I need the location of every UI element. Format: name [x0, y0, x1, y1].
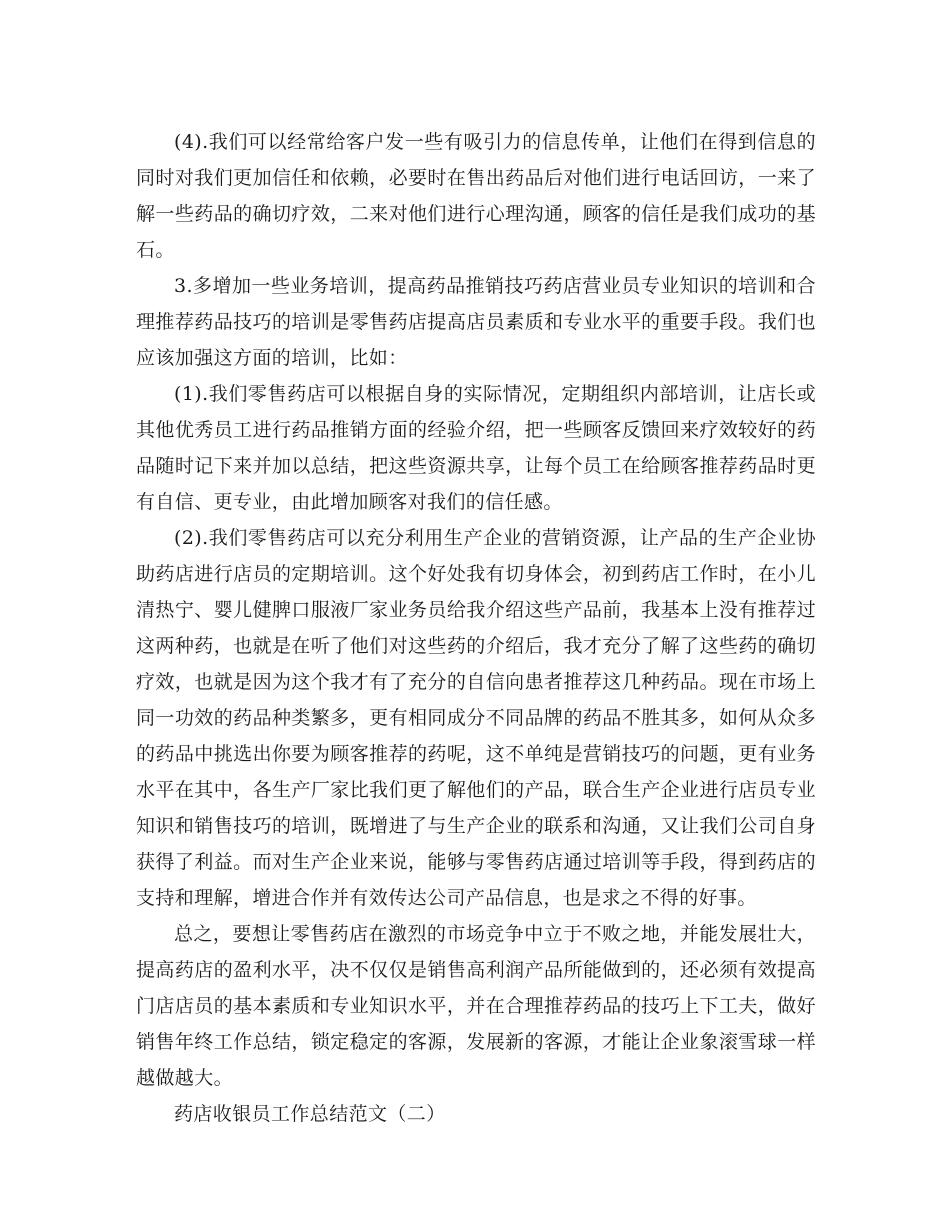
paragraph-manufacturer-training: (2).我们零售药店可以充分利用生产企业的营销资源，让产品的生产企业协助药店进行店员的定期培训。这个好处我有切身体会，初到药店工作时，在小儿清热宁、婴儿健脾口服液厂家业务员给我介绍这些产品前，我基本上没有推荐过这两种药，也就是在听了他们对这些药的介绍后，我才充分了解了这些药的确切疗效，也就是因为这个我才有了充分的自信向患者推荐这几种药品。现在市场上同一功效的药品种类繁多，更有相同成分不同品牌的药品不胜其多，如何从众多的药品中挑选出你要为顾客推荐的药呢，这不单纯是营销技巧的问题，更有业务水平在其中，各生产厂家比我们更了解他们的产品，联合生产企业进行店员专业知识和销售技巧的培训，既增进了与生产企业的联系和沟通，又让我们公司自身获得了利益。而对生产企业来说，能够与零售药店通过培训等手段，得到药店的支持和理解，增进合作并有效传达公司产品信息，也是求之不得的好事。 — [136, 527, 816, 909]
paragraph-business-training: 3.多增加一些业务培训，提高药品推销技巧药店营业员专业知识的培训和合理推荐药品技巧的培训是零售药店提高店员素质和专业水平的重要手段。我们也应该加强这方面的培训，比如： — [136, 275, 816, 369]
section-heading: 药店收银员工作总结范文（二） — [174, 1103, 446, 1125]
paragraph-conclusion: 总之，要想让零售药店在激烈的市场竞争中立于不败之地，并能发展壮大，提高药店的盈利水平，决不仅仅是销售高利润产品所能做到的，还必须有效提高门店店员的基本素质和专业知识水平，并在合理推荐药品的技巧上下工夫，做好销售年终工作总结，锁定稳定的客源，发展新的客源，才能让企业象滚雪球一样越做越大。 — [136, 923, 816, 1089]
document-body — [136, 124, 816, 1132]
paragraph-internal-training: (1).我们零售药店可以根据自身的实际情况，定期组织内部培训，让店长或其他优秀员工进行药品推销方面的经验介绍，把一些顾客反馈回来疗效较好的药品随时记下来并加以总结，把这些资源共享，让每个员工在给顾客推荐药品时更有自信、更专业，由此增加顾客对我们的信任感。 — [136, 383, 816, 513]
paragraph-customer-leaflets: (4).我们可以经常给客户发一些有吸引力的信息传单，让他们在得到信息的同时对我们更加信任和依赖，必要时在售出药品后对他们进行电话回访，一来了解一些药品的确切疗效，二来对他们进行心理沟通，顾客的信任是我们成功的基石。 — [136, 131, 816, 261]
